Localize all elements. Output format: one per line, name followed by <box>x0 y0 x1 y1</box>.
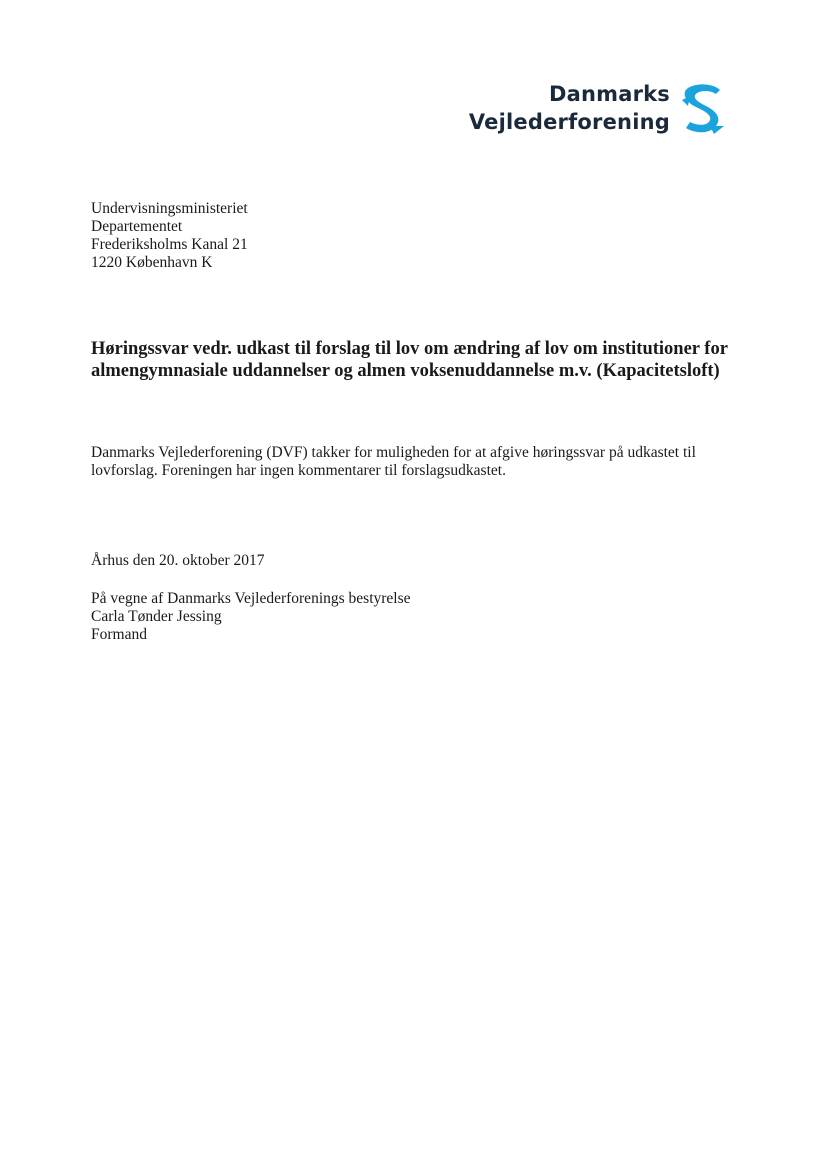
address-line: Frederiksholms Kanal 21 <box>91 236 248 253</box>
signature-block <box>91 590 411 644</box>
logo-wordmark <box>469 80 670 136</box>
signatory-name: Carla Tønder Jessing <box>91 608 222 625</box>
logo-line-1: Danmarks <box>548 82 670 106</box>
recipient-address <box>91 200 248 272</box>
signature-line: På vegne af Danmarks Vejlederforenings bestyrelse <box>91 590 411 607</box>
address-line: Undervisningsministeriet <box>91 200 248 217</box>
organization-logo <box>468 80 730 140</box>
letter-date: Århus den 20. oktober 2017 <box>91 552 265 569</box>
dvf-swirl-logo-icon <box>680 82 726 136</box>
letter-body: Danmarks Vejlederforening (DVF) takker for muligheden for at afgive høringssvar på udkastet til lovforslag. Foreningen har ingen kommentarer til forslagsudkastet. <box>91 444 696 479</box>
address-line: 1220 København K <box>91 254 213 271</box>
logo-line-2: Vejlederforening <box>468 110 670 134</box>
letter-subject: Høringssvar vedr. udkast til forslag til lov om ændring af lov om institutioner for almengymnasiale uddannelser og almen voksenuddannelse m.v. (Kapacitetsloft) <box>91 339 728 381</box>
signatory-title: Formand <box>91 626 147 643</box>
address-line: Departementet <box>91 218 183 235</box>
